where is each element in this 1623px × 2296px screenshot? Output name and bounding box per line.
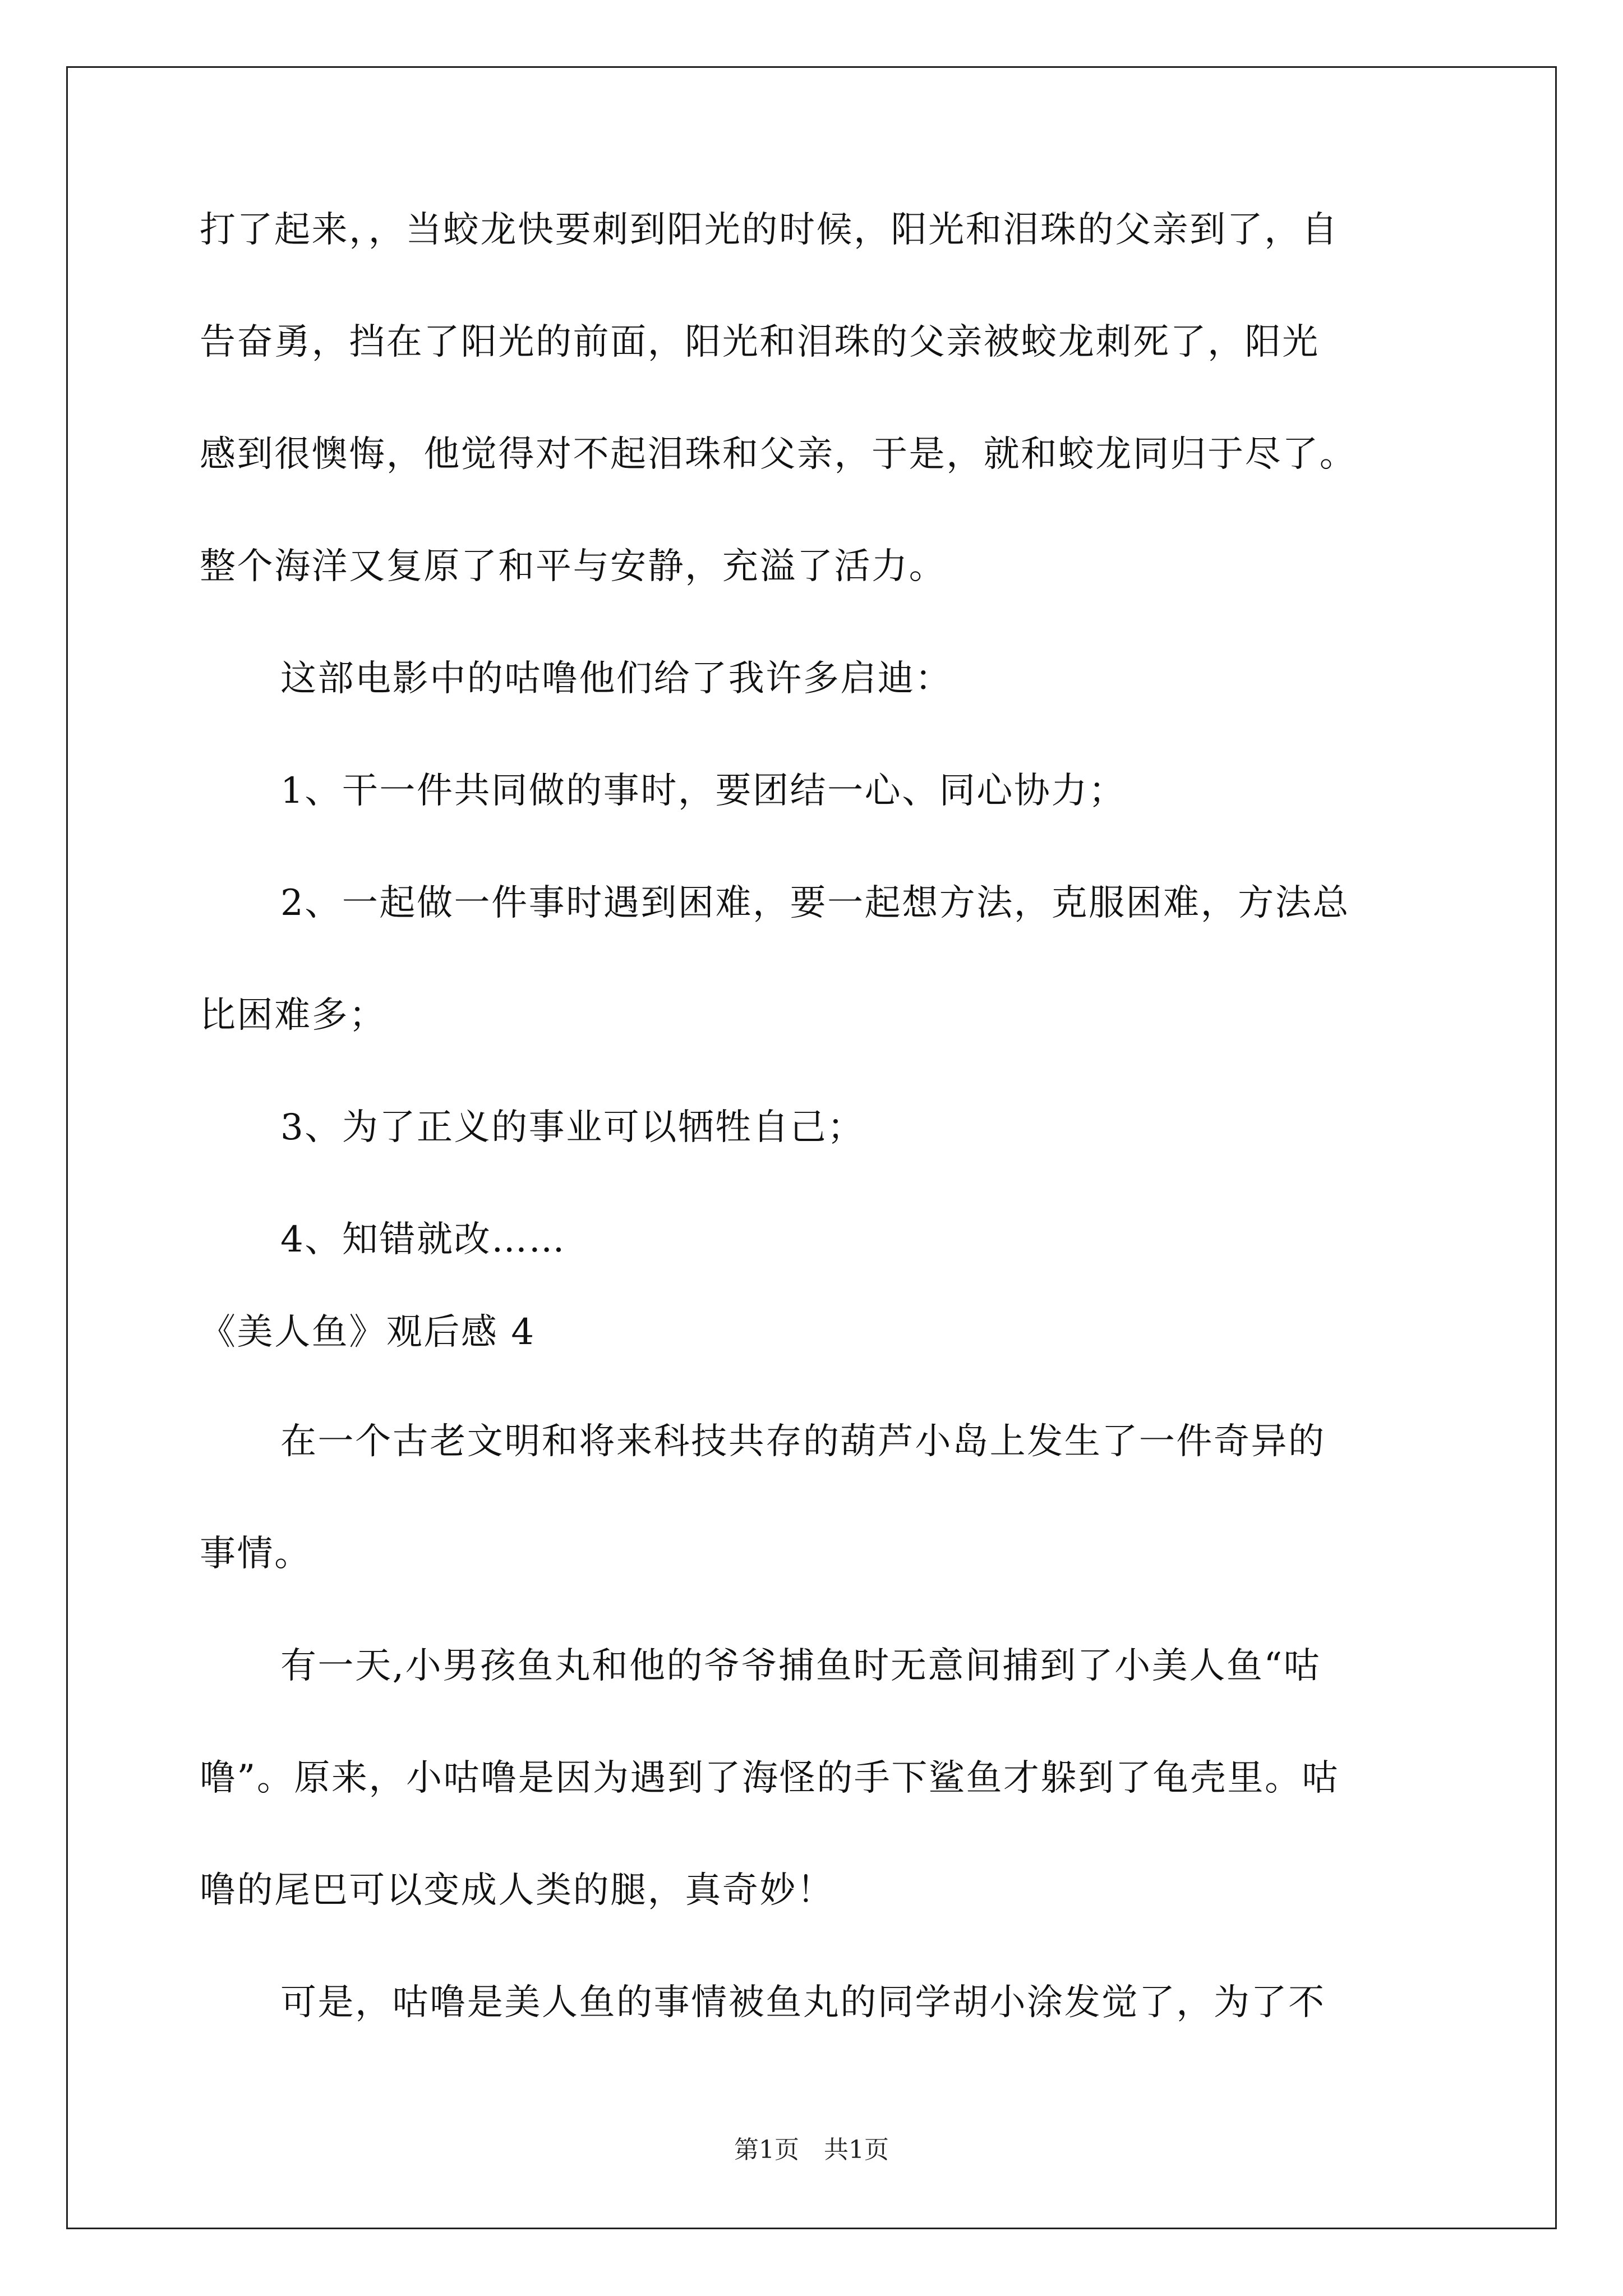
paragraph-line: 事情。 — [200, 1533, 312, 1575]
paragraph-line: 比困难多； — [200, 995, 386, 1036]
list-item: 4、知错就改…… — [280, 1219, 566, 1260]
paragraph-line: 噜”。原来，小咕噜是因为遇到了海怪的手下鲨鱼才躲到了龟壳里。咕 — [200, 1757, 1340, 1799]
paragraph-line: 可是，咕噜是美人鱼的事情被鱼丸的同学胡小涂发觉了，为了不 — [280, 1982, 1326, 2023]
list-item: 2、一起做一件事时遇到困难，要一起想方法，克服困难，方法总 — [280, 882, 1350, 924]
paragraph-line: 打了起来，，当蛟龙快要刺到阳光的时候，阳光和泪珠的父亲到了，自 — [200, 209, 1339, 251]
list-item: 1、干一件共同做的事时，要团结一心、同心协力； — [280, 770, 1126, 812]
page-number: 第1页 共1页 — [734, 2136, 889, 2164]
list-item: 3、为了正义的事业可以牺牲自己； — [280, 1107, 865, 1148]
paragraph-line: 噜的尾巴可以变成人类的腿，真奇妙！ — [200, 1870, 834, 1911]
paragraph-line: 这部电影中的咕噜他们给了我许多启迪： — [280, 658, 953, 700]
section-heading: 《美人鱼》观后感 4 — [200, 1312, 536, 1353]
paragraph-line: 在一个古老文明和将来科技共存的葫芦小岛上发生了一件奇异的 — [280, 1421, 1326, 1462]
paragraph-line: 整个海洋又复原了和平与安静，充溢了活力。 — [200, 546, 947, 587]
paragraph-line: 告奋勇，挡在了阳光的前面，阳光和泪珠的父亲被蛟龙刺死了，阳光 — [200, 321, 1320, 363]
paragraph-line: 感到很懊悔，他觉得对不起泪珠和父亲，于是，就和蛟龙同归于尽了。 — [200, 434, 1357, 475]
paragraph-line: 有一天,小男孩鱼丸和他的爷爷捕鱼时无意间捕到了小美人鱼“咕 — [280, 1645, 1321, 1687]
